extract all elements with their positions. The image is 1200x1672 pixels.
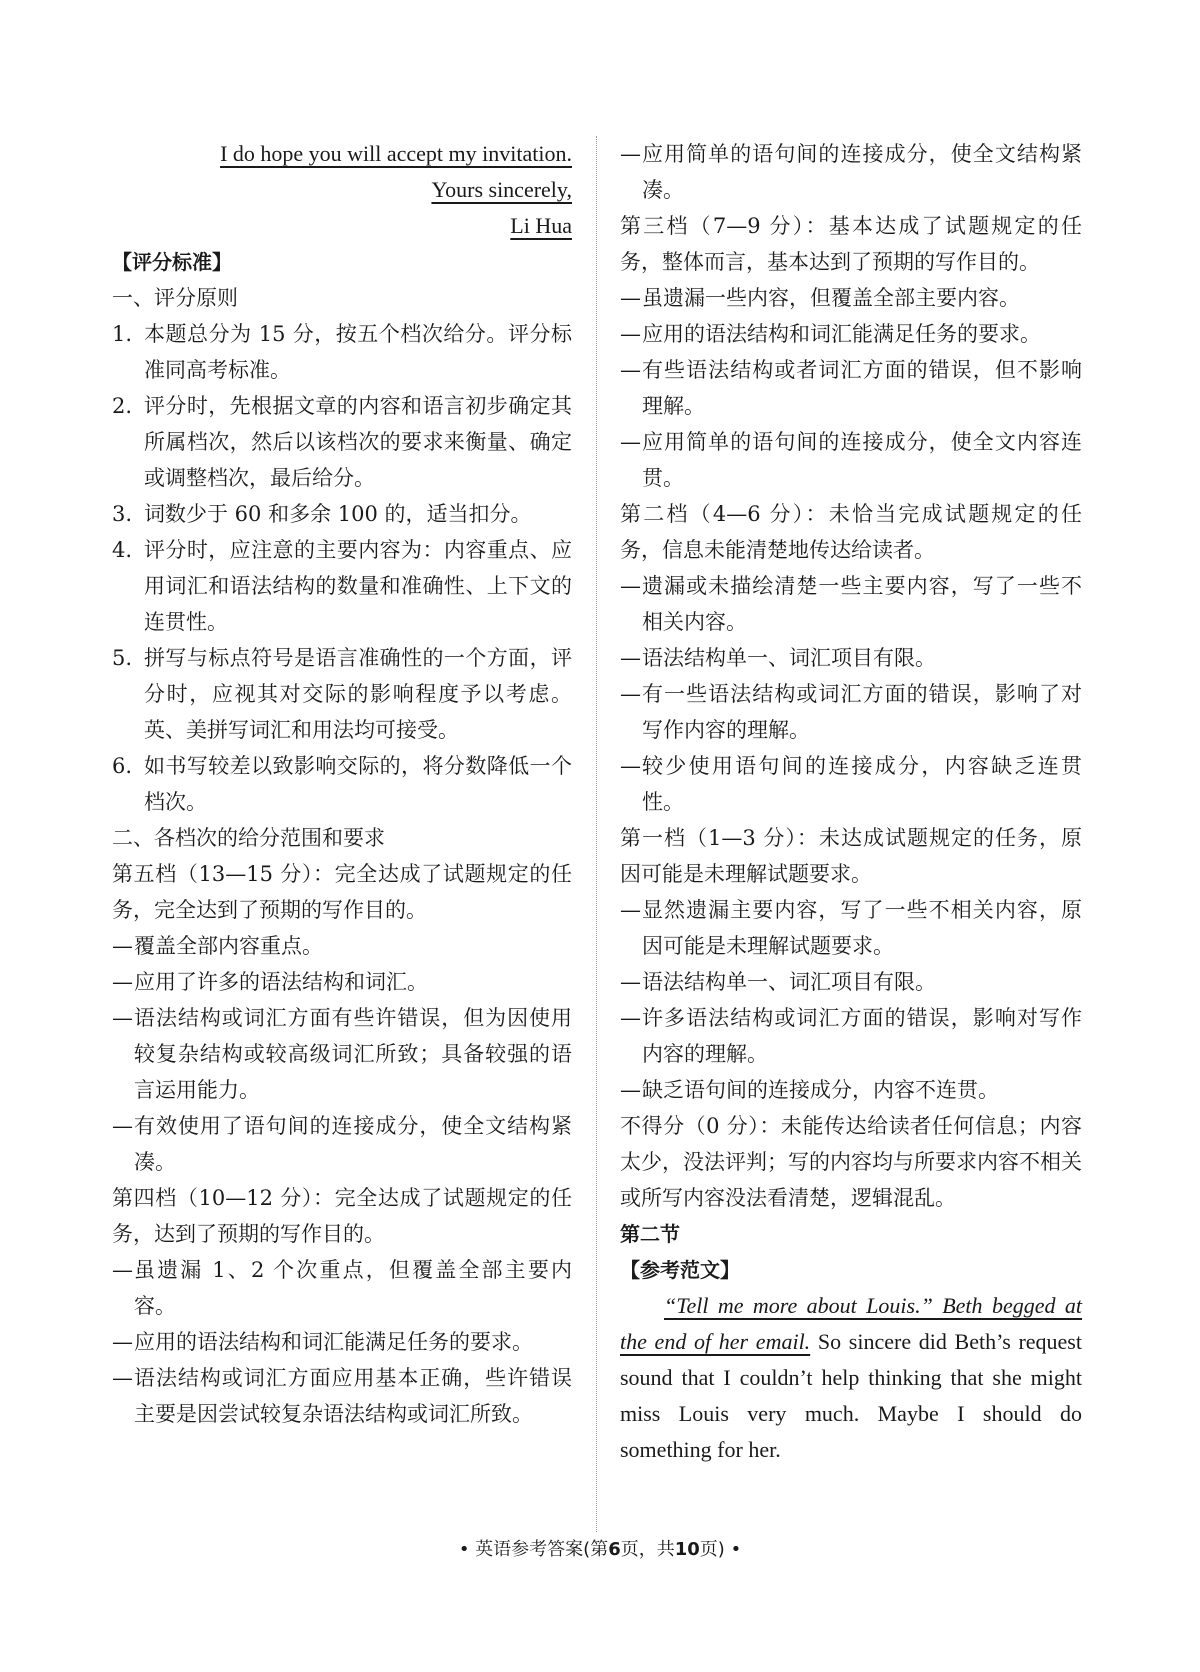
point-text: 缺乏语句间的连接成分，内容不连贯。 — [642, 1078, 999, 1102]
column-divider — [596, 136, 597, 1532]
tier2-point — [620, 748, 1082, 820]
right-column — [620, 136, 1082, 1468]
point-text: 覆盖全部内容重点。 — [134, 934, 323, 958]
principle-text: 评分时，先根据文章的内容和语言初步确定其所属档次，然后以该档次的要求来衡量、确定或调整档次，最后给分。 — [144, 394, 572, 490]
tier4-point — [620, 136, 1082, 208]
principle-text: 评分时，应注意的主要内容为：内容重点、应用词汇和语法结构的数量和准确性、上下文的连贯性。 — [144, 538, 572, 634]
tier5-point — [112, 928, 572, 964]
footer-suffix: 页) — [699, 1539, 725, 1560]
dash-mark: — — [620, 430, 641, 454]
tier3-point — [620, 280, 1082, 316]
tier3-heading: 第三档（7—9 分）：基本达成了试题规定的任务，整体而言，基本达到了预期的写作目的。 — [620, 214, 1082, 274]
dash-mark: — — [112, 1366, 133, 1390]
principle-item — [112, 640, 572, 748]
principle-item — [112, 532, 572, 640]
dash-mark: — — [112, 1006, 133, 1030]
point-text: 语法结构单一、词汇项目有限。 — [642, 970, 936, 994]
sample-essay-paragraph — [620, 1288, 1082, 1468]
section-principles-title: 一、评分原则 — [112, 286, 238, 310]
tier2-heading: 第二档（4—6 分）：未恰当完成试题规定的任务，信息未能清楚地传达给读者。 — [620, 502, 1082, 562]
point-text: 较少使用语句间的连接成分，内容缺乏连贯性。 — [642, 754, 1082, 814]
tier4-point — [112, 1360, 572, 1432]
point-text: 有一些语法结构或词汇方面的错误，影响了对写作内容的理解。 — [642, 682, 1082, 742]
dash-mark: — — [620, 358, 641, 382]
point-text: 应用了许多的语法结构和词汇。 — [134, 970, 428, 994]
section-tiers-title: 二、各档次的给分范围和要求 — [112, 826, 385, 850]
principle-text: 词数少于 60 和多余 100 的，适当扣分。 — [144, 502, 532, 526]
section-two-title: 第二节 — [620, 1222, 680, 1246]
principle-item — [112, 316, 572, 388]
tier1-point — [620, 964, 1082, 1000]
tier3-point — [620, 424, 1082, 496]
principle-item — [112, 496, 572, 532]
essay-given-opening: “Tell me more about Louis.” Beth begged at the end of her email. — [620, 1293, 1082, 1354]
dash-mark: — — [112, 1258, 133, 1282]
principle-text: 如书写较差以致影响交际的，将分数降低一个档次。 — [144, 754, 572, 814]
tier0-text: 不得分（0 分）：未能传达给读者任何信息；内容太少，没法评判；写的内容均与所要求内容不相关或所写内容没法看清楚，逻辑混乱。 — [620, 1114, 1082, 1210]
footer-middle: 页，共 — [620, 1539, 675, 1560]
principle-number: 5. — [112, 646, 133, 670]
tier4-point — [112, 1252, 572, 1324]
point-text: 应用简单的语句间的连接成分，使全文结构紧凑。 — [642, 142, 1082, 202]
footer-bullet: • — [458, 1539, 470, 1560]
point-text: 语法结构单一、词汇项目有限。 — [642, 646, 936, 670]
left-column — [112, 136, 572, 1432]
dash-mark: — — [620, 286, 641, 310]
sample-essay-title: 【参考范文】 — [620, 1258, 740, 1282]
signature-name: Li Hua — [510, 213, 572, 238]
principle-text: 本题总分为 15 分，按五个档次给分。评分标准同高考标准。 — [144, 322, 572, 382]
point-text: 遗漏或未描绘清楚一些主要内容，写了一些不相关内容。 — [642, 574, 1082, 634]
tier1-point — [620, 1072, 1082, 1108]
dash-mark: — — [620, 682, 641, 706]
dash-mark: — — [620, 322, 641, 346]
tier4-heading: 第四档（10—12 分）：完全达成了试题规定的任务，达到了预期的写作目的。 — [112, 1186, 572, 1246]
page-footer — [0, 1535, 1200, 1561]
principle-number: 3. — [112, 502, 133, 526]
point-text: 应用的语法结构和词汇能满足任务的要求。 — [134, 1330, 533, 1354]
footer-bullet: • — [730, 1539, 742, 1560]
dash-mark: — — [112, 1330, 133, 1354]
point-text: 有效使用了语句间的连接成分，使全文结构紧凑。 — [134, 1114, 572, 1174]
footer-total-pages: 10 — [674, 1539, 700, 1560]
tier4-point — [112, 1324, 572, 1360]
tier1-point — [620, 892, 1082, 964]
footer-page-number: 6 — [608, 1539, 621, 1560]
tier5-heading: 第五档（13—15 分）：完全达成了试题规定的任务，完全达到了预期的写作目的。 — [112, 862, 572, 922]
tier2-point — [620, 568, 1082, 640]
tier3-point — [620, 352, 1082, 424]
dash-mark: — — [620, 574, 641, 598]
tier5-point — [112, 1000, 572, 1108]
dash-mark: — — [620, 898, 641, 922]
tier5-point — [112, 964, 572, 1000]
point-text: 虽遗漏 1、2 个次重点，但覆盖全部主要内容。 — [134, 1258, 572, 1318]
dash-mark: — — [620, 1078, 641, 1102]
point-text: 语法结构或词汇方面应用基本正确，些许错误主要是因尝试较复杂语法结构或词汇所致。 — [134, 1366, 572, 1426]
point-text: 语法结构或词汇方面有些许错误，但为因使用较复杂结构或较高级词汇所致；具备较强的语言运用能力。 — [134, 1006, 572, 1102]
point-text: 应用简单的语句间的连接成分，使全文内容连贯。 — [642, 430, 1082, 490]
point-text: 应用的语法结构和词汇能满足任务的要求。 — [642, 322, 1041, 346]
tier5-point — [112, 1108, 572, 1180]
dash-mark: — — [112, 934, 133, 958]
essay-continuation: So sincere did Beth’s request sound that I couldn’t help thinking that she might miss Louis very much. Maybe I should do something for her. — [620, 1329, 1082, 1462]
dash-mark: — — [620, 970, 641, 994]
tier2-point — [620, 640, 1082, 676]
principle-number: 4. — [112, 538, 133, 562]
dash-mark: — — [112, 1114, 133, 1138]
letter-sign-off — [112, 172, 572, 208]
tier2-point — [620, 676, 1082, 748]
principle-item — [112, 388, 572, 496]
point-text: 虽遗漏一些内容，但覆盖全部主要内容。 — [642, 286, 1020, 310]
point-text: 显然遗漏主要内容，写了一些不相关内容，原因可能是未理解试题要求。 — [642, 898, 1082, 958]
principle-item — [112, 748, 572, 820]
letter-signature — [112, 208, 572, 244]
tier1-heading: 第一档（1—3 分）：未达成试题规定的任务，原因可能是未理解试题要求。 — [620, 826, 1082, 886]
principle-number: 6. — [112, 754, 133, 778]
tier1-point — [620, 1000, 1082, 1072]
letter-closing-sentence — [112, 136, 572, 172]
dash-mark: — — [620, 646, 641, 670]
principle-number: 1. — [112, 322, 133, 346]
dash-mark: — — [112, 970, 133, 994]
sign-off-text: Yours sincerely, — [431, 177, 572, 202]
point-text: 许多语法结构或词汇方面的错误，影响对写作内容的理解。 — [642, 1006, 1082, 1066]
dash-mark: — — [620, 142, 641, 166]
closing-sentence-text: I do hope you will accept my invitation. — [220, 141, 572, 166]
dash-mark: — — [620, 754, 641, 778]
tier3-point — [620, 316, 1082, 352]
rubric-title: 【评分标准】 — [112, 250, 232, 274]
footer-prefix: 英语参考答案(第 — [475, 1539, 609, 1560]
principle-number: 2. — [112, 394, 133, 418]
dash-mark: — — [620, 1006, 641, 1030]
principle-text: 拼写与标点符号是语言准确性的一个方面，评分时，应视其对交际的影响程度予以考虑。英、美拼写词汇和用法均可接受。 — [144, 646, 572, 742]
point-text: 有些语法结构或者词汇方面的错误，但不影响理解。 — [642, 358, 1082, 418]
